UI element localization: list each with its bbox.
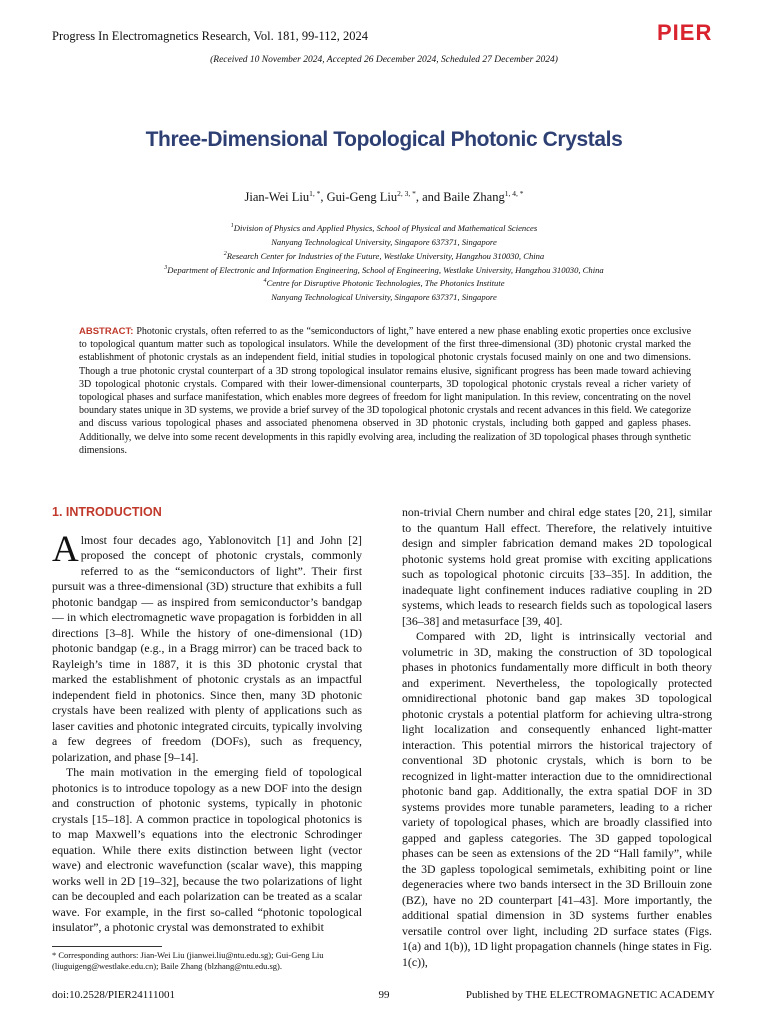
affiliation-line: Nanyang Technological University, Singapore 637371, Singapore [271,236,497,247]
doi: doi:10.2528/PIER24111001 [52,989,175,1001]
paragraph: Compared with 2D, light is intrinsically vectorial and volumetric in 3D, making the construction of 3D topological phases in photonics fundamentally more difficult in both theory and experiment. Nevertheless, the topologically protected omnidirectional photonic band gap makes 3D topological photonic crystals a potential platform for achieving ultra-strong light localization and consequently enhanced light-matter interaction. This potential mirrors the historical trajectory of conventional 3D photonic crystals, which is born to be recognized in light-matter interaction due to the omnidirectional photonic band gap. Additionally, the extra spatial DOF in 3D systems provides more tunable parameters, leading to a richer variety of topological phases, which are broadly classified into gapped and gapless categories. The 3D gapped topological phases can be seen as extensions of the 2D “Hall family”, while the 3D gapless topological semimetals, exhibiting point or line degeneracies where two bands intersect in the 3D Brillouin zone (BZ), have no 2D counterpart [41–43]. More importantly, the additional spatial dimension in 3D systems further enables versatile control over light, including 2D surface states (Figs. 1(a) and 1(b)), 1D light propagation channels (hinge states in Fig. 1(c)), [402,629,712,969]
abstract-text: Photonic crystals, often referred to as the “semiconductors of light,” have entered a new phase enabling exotic properties once exclusive to topological quantum matter such as topological insulators. While the development of the first three-dimensional (3D) photonic crystal marked the establishment of photonic crystals as an independent field, initial studies in topological photonic crystals focused mainly on one and two dimensions. Though a true photonic crystal counterpart of a 3D strong topological insulator remains elusive, significant progress has been made toward achieving 3D topological photonic crystals. Compared with their lower-dimensional counterparts, 3D topological photonic crystals reveal a richer variety of topological phases and surface manifestation, which enables more degrees of freedom for light manipulation. In this review, concentrating on the novel boundary states unique in 3D systems, we provide a brief survey of the 3D topological photonic crystals and recent advances in this field. We categorize and discuss various topological phases and associated phenomena observed in 3D photonic crystals, including both gapped and gapless phases. Additionally, we delve into some recent developments in this rapidly evolving area, including the realization of 3D topological phases through synthetic dimensions. [79,326,692,456]
affiliation-line: Nanyang Technological University, Singapore 637371, Singapore [271,292,497,303]
author-name: Gui-Geng Liu [326,190,398,205]
received-dates: (Received 10 November 2024, Accepted 26 December 2024, Scheduled 27 December 2024) [210,55,558,65]
affiliations [0,220,768,303]
paragraph: Almost four decades ago, Yablonovitch [1] and John [2] proposed the concept of photonic crystals, commonly referred to as the “semiconductors of light”. Their first pursuit was a three-dimensional (3D) structure that exhibits a full photonic bandgap — as inspired from semiconductor’s bandgap — in which electromagnetic wave propagation is forbidden in all directions [3–8]. While the history of one-dimensional (1D) photonic bandgap (e.g., in a Bragg mirror) can be traced back to Rayleigh’s time in 1887, it is this 3D photonic crystal that marked the establishment of photonic crystals as an impactful independent field in photonics. Since then, many 3D photonic crystals have been realized with plenty of applications such as laser cavities and photonic integrated circuits, typically involving a few degrees of freedom (DOFs), such as frequency, polarization, and phase [9–14]. [52,528,362,764]
page-number: 99 [378,989,390,1001]
footnote: * Corresponding authors: Jian-Wei Liu (jianwei.liu@ntu.edu.sg); Gui-Geng Liu (liuguigeng@westlake.edu.cn); Baile Zhang (blzhang@ntu.edu.sg). [52,950,324,971]
author-affil-mark: 1, * [309,189,321,198]
drop-cap: A [52,528,79,570]
abstract-label: ABSTRACT: [79,326,134,337]
abstract [79,325,691,457]
paper-title: Three-Dimensional Topological Photonic Crystals [145,128,623,151]
affiliation-line: $^4$Centre for Disruptive Photonic Technologies, The Photonics Institute [263,278,505,289]
author-affil-mark: 2, 3, * [397,189,416,198]
publisher: Published by THE ELECTROMAGNETIC ACADEMY [465,989,715,1001]
author-list: Jian-Wei Liu$^{1, *}$, Gui-Geng Liu$^{2, 3, *}$, and Baile Zhang$^{1, 4, *}$ [244,189,524,205]
author-affil-mark: 1, 4, * [504,189,524,198]
author-name: Jian-Wei Liu [244,190,310,205]
affiliation-line: $^3$Department of Electronic and Information Engineering, School of Engineering, Westlake University, Hangzhou 310030, China [164,264,604,275]
journal-citation: Progress In Electromagnetics Research, Vol. 181, 99-112, 2024 [52,29,369,43]
footnote-divider [52,946,162,947]
paragraph: The main motivation in the emerging field of topological photonics is to introduce topology as a new DOF into the design and construction of photonic systems, typically in photonic crystals [15–18]. A common practice in topological photonics is to map Maxwell’s equations into the electronic Schrodinger equation. While there exits distinction between light (vector wave) and electronic wavefunction (scalar wave), this mapping works well in 2D [19–32], because the two polarizations of light can be decoupled and each polarization can be treated as a scalar wave. For example, in the first so-called “photonic topological insulator”, a photonic crystal was demonstrated to exhibit [52,765,362,934]
paragraph: non-trivial Chern number and chiral edge states [20, 21], similar to the quantum Hall effect. Therefore, the relatively intuitive design and simpler fabrication demand makes 2D topological photonic systems hold great promise with exciting applications such as topological photonic circuits [33–35]. In addition, the inadequate light confinement induces radiative coupling in 2D systems, which leads to research fields such as topological lasers [36–38] and metasurface [39, 40]. [402,505,712,628]
affiliation-line: $^1$Division of Physics and Applied Physics, School of Physical and Mathematical Sciences [230,222,538,233]
author-name: Baile Zhang [443,190,505,205]
section-heading: 1. INTRODUCTION [52,505,162,519]
affiliation-line: $^2$Research Center for Industries of the Future, Westlake University, Hangzhou 310030, China [223,250,545,261]
pier-logo: PIER [657,20,713,45]
left-column [52,505,362,936]
right-column [402,505,712,970]
